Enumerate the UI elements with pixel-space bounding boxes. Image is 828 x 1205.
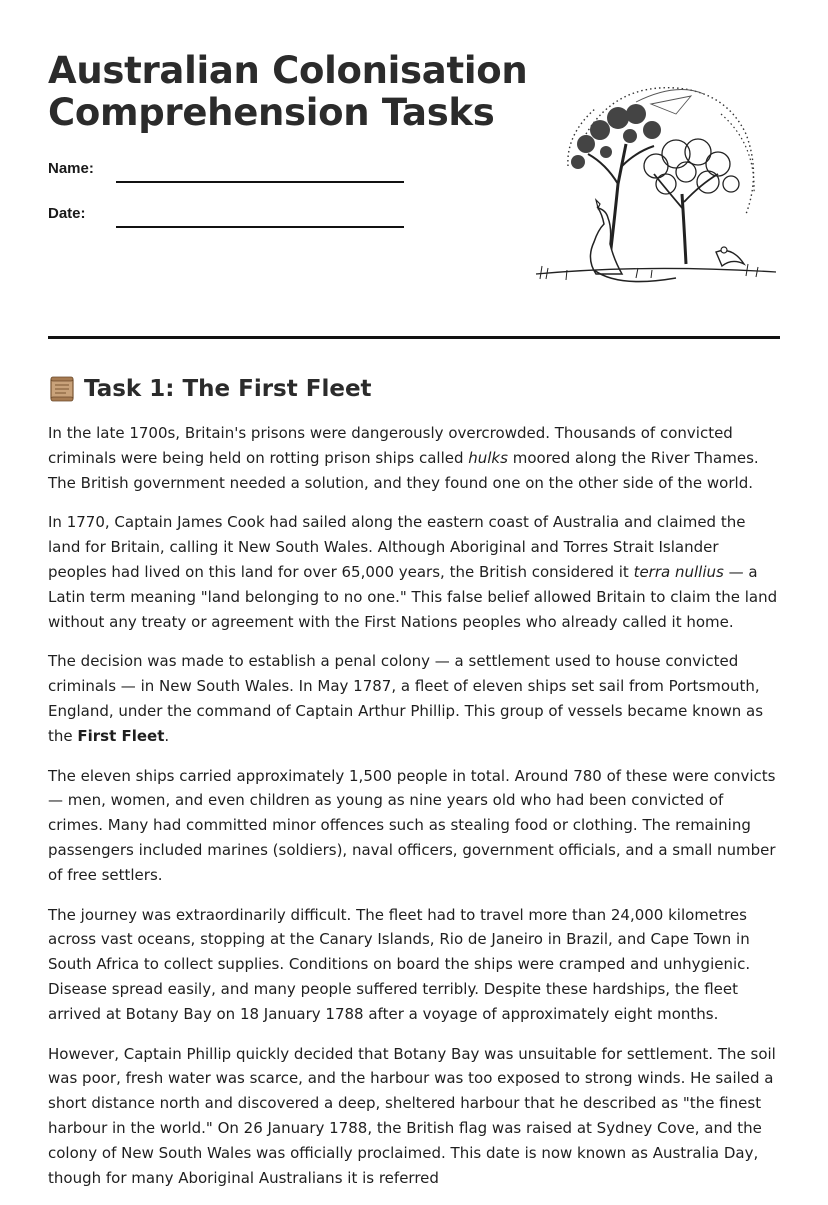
paragraph-6: However, Captain Phillip quickly decided that Botany Bay was unsuitable for settlement. The soil was poor, fresh water was scarce, and the harbour was too exposed to strong winds. He sailed a short distance north and discovered a deep, sheltered harbour that he described as "the finest harbour in the world." On 26 January 1788, the British flag was raised at Sydney Cove, and the colony of New South Wales was officially proclaimed. This date is now known as Australia Day, though for many Aboriginal Australians it is referred (48, 1044, 776, 1187)
task-1-heading-text: Task 1: The First Fleet (84, 376, 372, 402)
task-1-heading (48, 373, 372, 405)
paragraph-1: In the late 1700s, Britain's prisons were dangerously overcrowded. Thousands of convicted criminals were being held on rotting prison ships called hulks moored along the River Thames. The British government needed a solution, and they found one on the other side of the world. (48, 424, 759, 492)
date-input-line[interactable] (116, 226, 404, 228)
paragraph-3: The decision was made to establish a penal colony — a settlement used to house convicted criminals — in New South Wales. In May 1787, a fleet of eleven ships set sail from Portsmouth, England, under the command of Captain Arthur Phillip. This group of vessels became known as the First Fleet. (48, 652, 764, 745)
page-title (48, 50, 527, 134)
date-label: Date: (48, 205, 86, 222)
header-divider (48, 336, 780, 339)
title-line-2: Comprehension Tasks (48, 91, 495, 134)
scroll-icon (48, 375, 76, 403)
name-label: Name: (48, 160, 94, 177)
paragraph-2: In 1770, Captain James Cook had sailed along the eastern coast of Australia and claimed the land for Britain, calling it New South Wales. Although Aboriginal and Torres Strait Islander peoples had lived on this land for over 65,000 years, the British considered it terra nullius — a Latin term meaning "land belonging to no one." This false belief allowed Britain to claim the land without any treaty or agreement with the First Nations peoples who already called it home. (48, 513, 778, 631)
task-1-body (48, 421, 780, 1205)
paragraph-4: The eleven ships carried approximately 1,500 people in total. Around 780 of these were convicts — men, women, and even children as young as nine years old who had been convicted of crimes. Many had committed minor offences such as stealing food or clothing. The remaining passengers included marines (soldiers), naval officers, government officials, and a small number of free settlers. (48, 766, 776, 884)
kangaroo-tree-boomerang-illustration (526, 74, 780, 304)
name-input-line[interactable] (116, 181, 404, 183)
title-line-1: Australian Colonisation (48, 49, 528, 92)
paragraph-5: The journey was extraordinarily difficult. The fleet had to travel more than 24,000 kilometres across vast oceans, stopping at the Canary Islands, Rio de Janeiro in Brazil, and Cape Town in South Africa to collect supplies. Conditions on board the ships were cramped and unhygienic. Disease spread easily, and many people suffered terribly. Despite these hardships, the fleet arrived at Botany Bay on 18 January 1788 after a voyage of approximately eight months. (48, 905, 751, 1023)
